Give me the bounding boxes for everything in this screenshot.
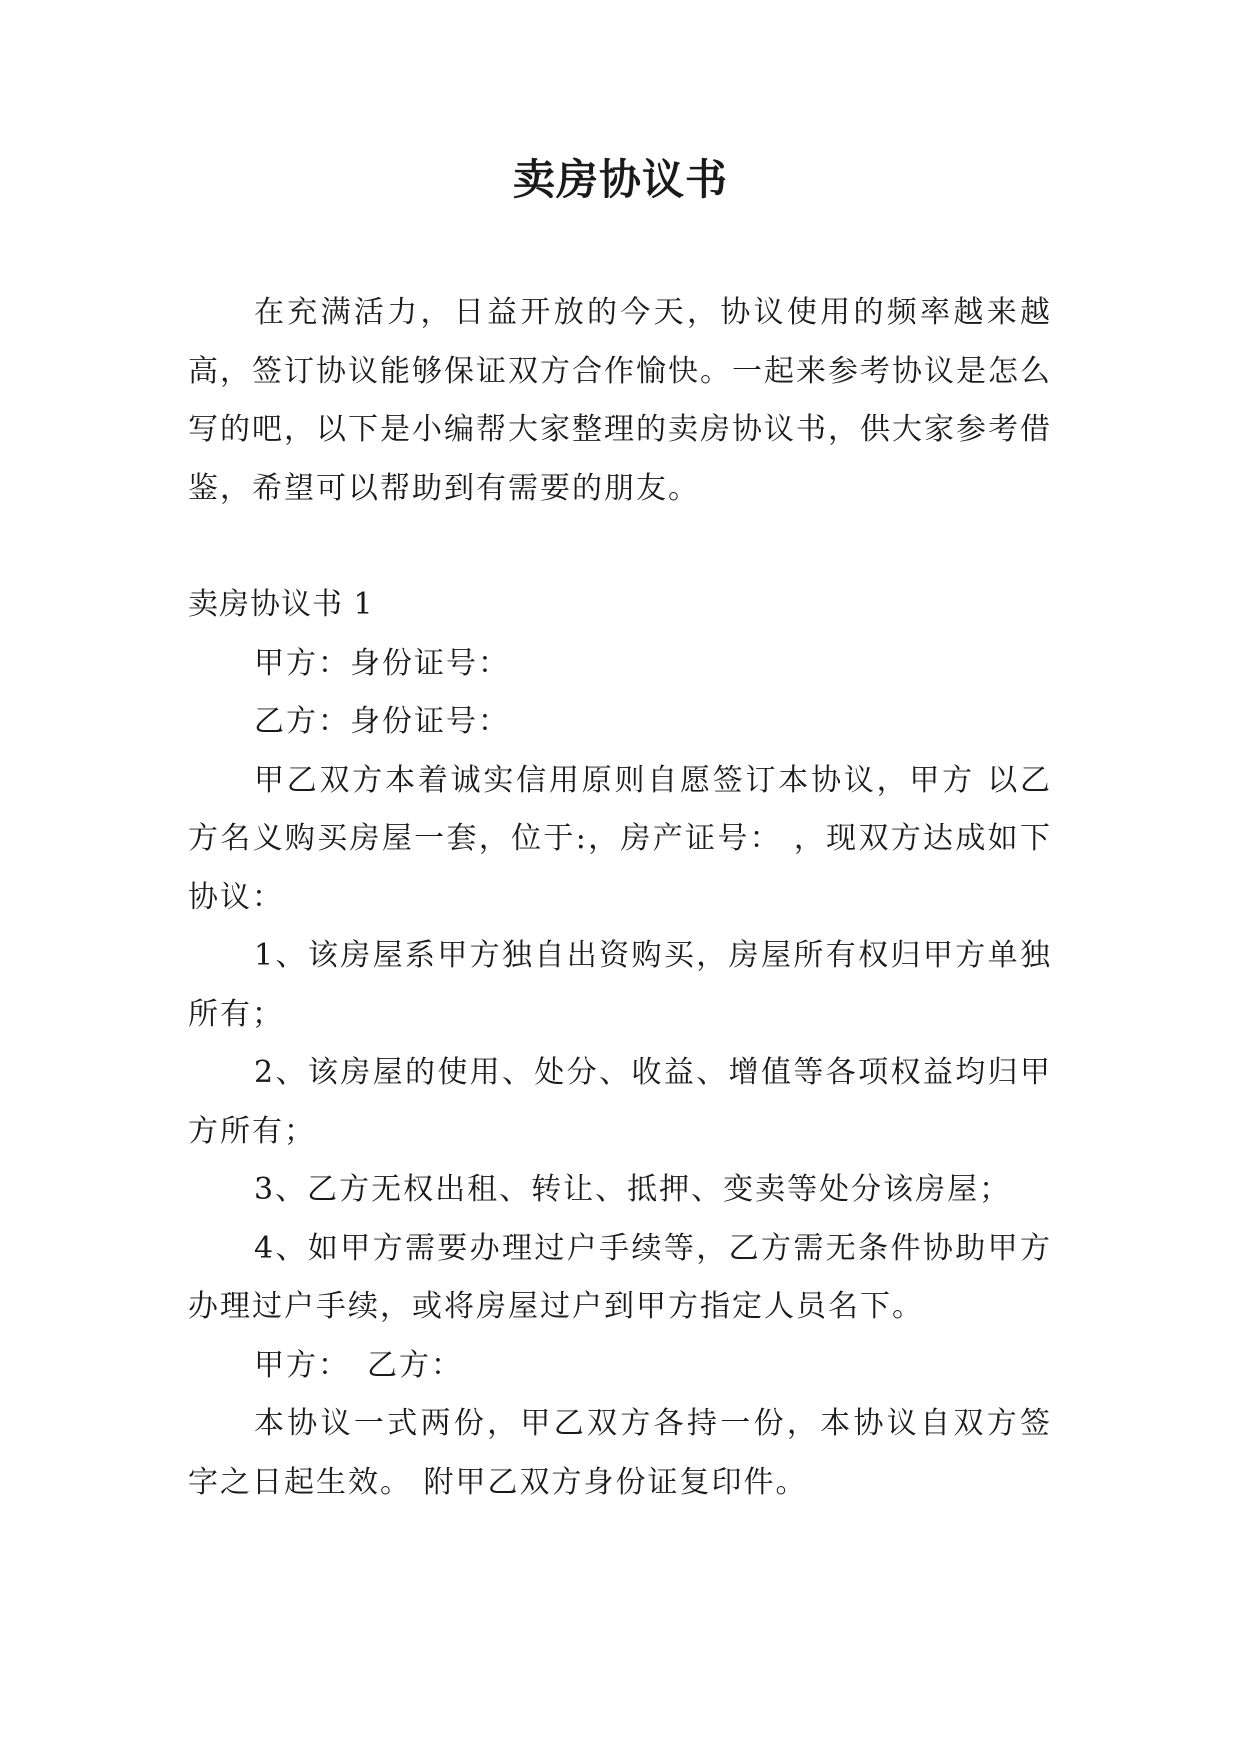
preamble-paragraph: 甲乙双方本着诚实信用原则自愿签订本协议，甲方 以乙方名义购买房屋一套，位于:，房产证号： ，现双方达成如下协议： — [188, 762, 1052, 915]
clause-item: 3、乙方无权出租、转让、抵押、变卖等处分该房屋； — [254, 1172, 1012, 1207]
document-body — [188, 284, 1052, 1512]
clause-item: 2、该房屋的使用、处分、收益、增值等各项权益均归甲方所有； — [188, 1055, 1052, 1149]
party-a-id-line: 甲方：身份证号： — [254, 645, 510, 681]
closing-paragraph: 本协议一式两份，甲乙双方各持一份，本协议自双方签字之日起生效。 附甲乙双方身份证复印件。 — [188, 1406, 1052, 1500]
clause-item: 1、该房屋系甲方独自出资购买，房屋所有权归甲方单独所有； — [188, 938, 1052, 1032]
party-b-id-line: 乙方：身份证号： — [254, 704, 510, 739]
intro-paragraph: 在充满活力，日益开放的今天，协议使用的频率越来越高，签订协议能够保证双方合作愉快。一起来参考协议是怎么写的吧，以下是小编帮大家整理的卖房协议书，供大家参考借鉴，希望可以帮助到有需要的朋友。 — [188, 295, 1052, 506]
document-title: 卖房协议书 — [512, 155, 728, 204]
signature-line: 甲方： 乙方： — [254, 1347, 463, 1383]
clause-item: 4、如甲方需要办理过户手续等，乙方需无条件协助甲方办理过户手续，或将房屋过户到甲方指定人员名下。 — [188, 1230, 1052, 1324]
section-title: 卖房协议书 1 — [188, 587, 374, 622]
